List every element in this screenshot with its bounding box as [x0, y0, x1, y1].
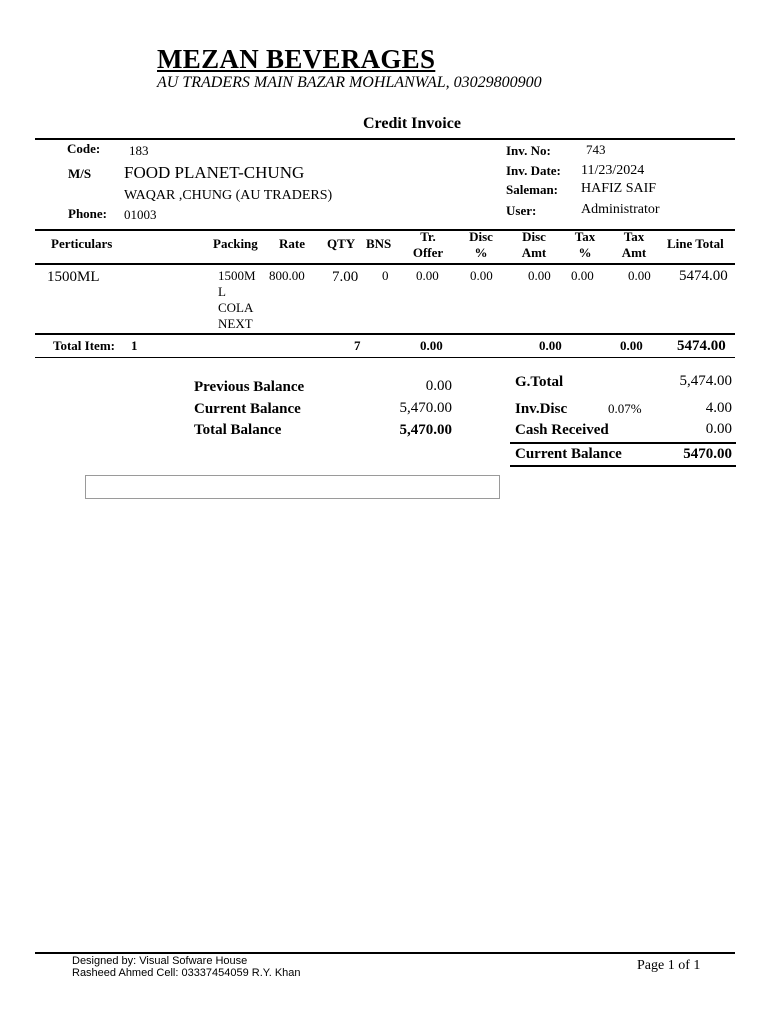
inv-date-label: Inv. Date: [506, 163, 561, 178]
document-title: Credit Invoice [363, 115, 461, 132]
ms-label: M/S [68, 166, 92, 181]
inv-no-value: 743 [586, 142, 606, 157]
row-rate: 800.00 [269, 268, 305, 283]
col-header-qty: QTY [327, 236, 356, 251]
gtotal-label: G.Total [515, 374, 564, 390]
company-name: MEZAN BEVERAGES [157, 44, 436, 74]
gtotal-value: 5,474.00 [679, 373, 732, 389]
row-qty: 7.00 [332, 269, 359, 285]
total-line-total: 5474.00 [677, 338, 726, 354]
col-header-tax-pct [565, 229, 605, 261]
col-header-tax-pct-line2: % [578, 245, 592, 260]
col-header-disc-amt-line1: Disc [522, 229, 546, 244]
previous-balance-value: 0.00 [425, 378, 452, 394]
summary-bottom-border [510, 465, 736, 467]
page-number: Page 1 of 1 [637, 958, 701, 973]
row-tax-pct: 0.00 [571, 268, 594, 283]
col-header-tr-offer-line1: Tr. [420, 229, 436, 244]
total-disc-amt: 0.00 [539, 338, 562, 353]
total-item-count: 1 [131, 338, 138, 353]
current-balance-value: 5,470.00 [399, 400, 452, 416]
user-value: Administrator [581, 202, 660, 217]
col-header-tax-amt-line2: Amt [621, 245, 647, 260]
col-header-packing: Packing [213, 236, 258, 251]
code-value: 183 [129, 143, 149, 158]
col-header-tax-amt-line1: Tax [623, 229, 645, 244]
company-address: AU TRADERS MAIN BAZAR MOHLANWAL, 03029800900 [157, 74, 542, 91]
row-bns: 0 [382, 268, 389, 283]
row-disc-amt: 0.00 [528, 268, 551, 283]
total-qty: 7 [354, 338, 361, 353]
row-tr-offer: 0.00 [416, 268, 439, 283]
table-totals-top-border [35, 333, 735, 335]
col-header-disc-pct-line1: Disc [469, 229, 493, 244]
saleman-value: HAFIZ SAIF [581, 181, 657, 196]
row-line-total: 5474.00 [679, 268, 728, 284]
user-label: User: [506, 203, 537, 218]
footer-designed-by: Designed by: Visual Sofware House [72, 955, 248, 967]
col-header-particulars: Perticulars [51, 236, 113, 251]
row-disc-pct: 0.00 [470, 268, 493, 283]
total-balance-label: Total Balance [194, 422, 282, 438]
inv-disc-value: 4.00 [705, 400, 732, 416]
row-tax-amt: 0.00 [628, 268, 651, 283]
col-header-tr-offer [405, 229, 451, 261]
summary-current-balance-label: Current Balance [515, 446, 622, 462]
col-header-disc-pct-line2: % [474, 245, 488, 260]
previous-balance-label: Previous Balance [194, 379, 305, 395]
footer-contact: Rasheed Ahmed Cell: 03337454059 R.Y. Khan [72, 967, 301, 979]
row-packing-line: 1500M [218, 268, 256, 283]
total-tr-offer: 0.00 [420, 338, 443, 353]
total-tax-amt: 0.00 [620, 338, 643, 353]
customer-address: WAQAR ,CHUNG (AU TRADERS) [124, 188, 333, 203]
inv-disc-label: Inv.Disc [515, 401, 568, 417]
remarks-box [85, 475, 500, 499]
footer-divider [35, 952, 735, 954]
col-header-disc-amt-line2: Amt [521, 245, 547, 260]
total-balance-value: 5,470.00 [399, 422, 452, 438]
phone-label: Phone: [68, 206, 107, 221]
row-packing-line: NEXT [218, 316, 253, 331]
customer-name: FOOD PLANET-CHUNG [124, 163, 305, 182]
phone-value: 01003 [124, 207, 157, 222]
row-packing-line: L [218, 284, 226, 299]
inv-no-label: Inv. No: [506, 143, 551, 158]
cash-received-label: Cash Received [515, 422, 609, 438]
col-header-tax-amt [614, 229, 654, 261]
col-header-rate: Rate [279, 236, 305, 251]
header-divider [35, 138, 735, 140]
inv-disc-percent: 0.07% [608, 401, 642, 416]
table-header-divider [35, 263, 735, 265]
table-bottom-border [35, 357, 735, 358]
col-header-disc-amt [514, 229, 554, 261]
summary-current-balance-value: 5470.00 [683, 446, 732, 462]
row-packing [218, 268, 256, 332]
col-header-line-total: Line Total [667, 236, 724, 251]
row-packing-line: COLA [218, 300, 254, 315]
row-particulars: 1500ML [47, 269, 100, 285]
col-header-tax-pct-line1: Tax [574, 229, 596, 244]
current-balance-label: Current Balance [194, 401, 301, 417]
cash-received-value: 0.00 [705, 421, 732, 437]
summary-divider [510, 442, 736, 444]
code-label: Code: [67, 141, 101, 156]
total-item-label: Total Item: [53, 338, 115, 353]
col-header-disc-pct [461, 229, 501, 261]
saleman-label: Saleman: [506, 182, 558, 197]
col-header-bns: BNS [366, 236, 392, 251]
inv-date-value: 11/23/2024 [581, 163, 645, 178]
col-header-tr-offer-line2: Offer [412, 245, 444, 260]
